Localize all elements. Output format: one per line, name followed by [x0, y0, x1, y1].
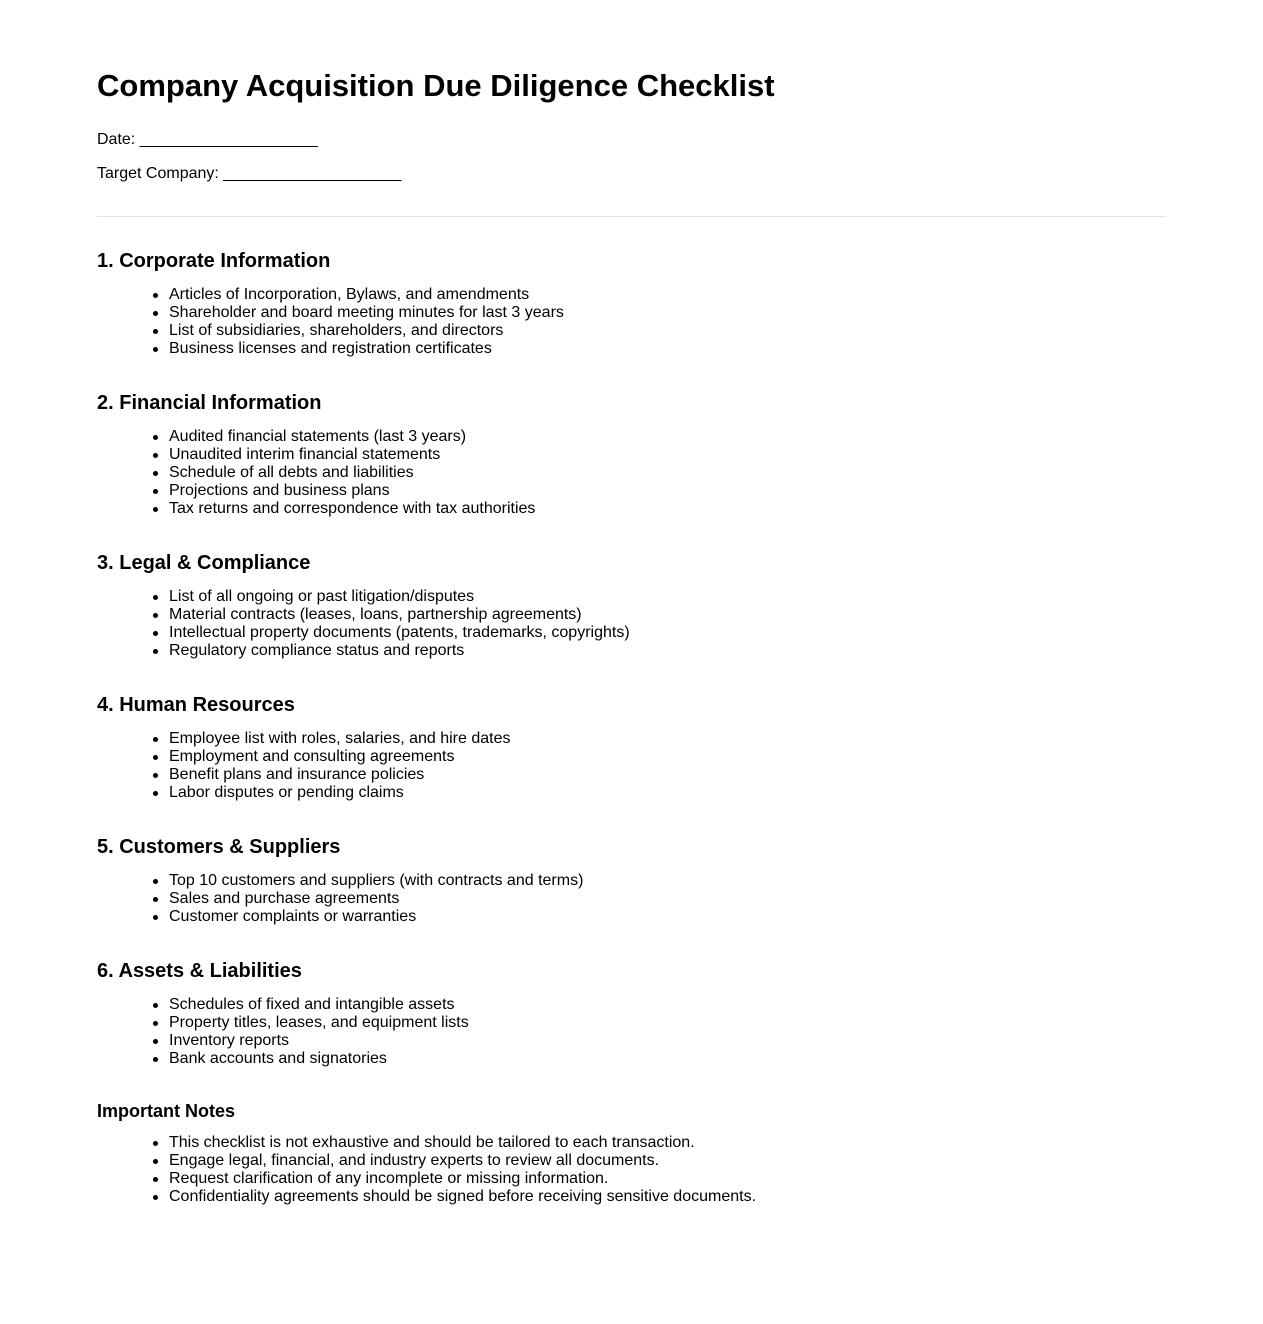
section-assets-liabilities	[97, 959, 1166, 1068]
list-item: Articles of Incorporation, Bylaws, and amendments	[169, 286, 1166, 304]
list-item: Employment and consulting agreements	[169, 748, 1166, 766]
section-list	[97, 872, 1166, 926]
section-corporate-information	[97, 249, 1166, 358]
divider	[97, 216, 1166, 217]
list-item: Benefit plans and insurance policies	[169, 766, 1166, 784]
list-item: Employee list with roles, salaries, and hire dates	[169, 730, 1166, 748]
section-list	[97, 730, 1166, 802]
section-list	[97, 996, 1166, 1068]
list-item: Labor disputes or pending claims	[169, 784, 1166, 802]
section-list	[97, 286, 1166, 358]
section-heading: 1. Corporate Information	[97, 250, 331, 272]
list-item: Confidentiality agreements should be signed before receiving sensitive documents.	[169, 1188, 1166, 1206]
list-item: Material contracts (leases, loans, partnership agreements)	[169, 606, 1166, 624]
list-item: Top 10 customers and suppliers (with contracts and terms)	[169, 872, 1166, 890]
section-list	[97, 588, 1166, 660]
list-item: Bank accounts and signatories	[169, 1050, 1166, 1068]
section-list	[97, 428, 1166, 518]
notes-heading: Important Notes	[97, 1101, 236, 1121]
list-item: Request clarification of any incomplete or missing information.	[169, 1170, 1166, 1188]
list-item: Unaudited interim financial statements	[169, 446, 1166, 464]
section-heading: 2. Financial Information	[97, 392, 322, 414]
list-item: Shareholder and board meeting minutes for last 3 years	[169, 304, 1166, 322]
section-customers-suppliers	[97, 835, 1166, 926]
section-heading: 5. Customers & Suppliers	[97, 836, 341, 858]
list-item: Inventory reports	[169, 1032, 1166, 1050]
list-item: Schedules of fixed and intangible assets	[169, 996, 1166, 1014]
important-notes	[97, 1100, 1166, 1206]
list-item: List of subsidiaries, shareholders, and directors	[169, 322, 1166, 340]
notes-list	[97, 1134, 1166, 1206]
list-item: This checklist is not exhaustive and should be tailored to each transaction.	[169, 1134, 1166, 1152]
list-item: Schedule of all debts and liabilities	[169, 464, 1166, 482]
section-human-resources	[97, 693, 1166, 802]
list-item: Business licenses and registration certificates	[169, 340, 1166, 358]
page-title: Company Acquisition Due Diligence Checklist	[97, 68, 775, 103]
list-item: List of all ongoing or past litigation/disputes	[169, 588, 1166, 606]
section-heading: 6. Assets & Liabilities	[97, 960, 302, 982]
list-item: Audited financial statements (last 3 years)	[169, 428, 1166, 446]
list-item: Intellectual property documents (patents, trademarks, copyrights)	[169, 624, 1166, 642]
section-legal-compliance	[97, 551, 1166, 660]
section-heading: 4. Human Resources	[97, 694, 295, 716]
list-item: Engage legal, financial, and industry experts to review all documents.	[169, 1152, 1166, 1170]
list-item: Customer complaints or warranties	[169, 908, 1166, 926]
list-item: Regulatory compliance status and reports	[169, 642, 1166, 660]
section-heading: 3. Legal & Compliance	[97, 552, 311, 574]
list-item: Property titles, leases, and equipment lists	[169, 1014, 1166, 1032]
target-company-field: Target Company: ____________________	[97, 165, 402, 182]
list-item: Projections and business plans	[169, 482, 1166, 500]
date-field: Date: ____________________	[97, 131, 318, 148]
list-item: Tax returns and correspondence with tax authorities	[169, 500, 1166, 518]
list-item: Sales and purchase agreements	[169, 890, 1166, 908]
section-financial-information	[97, 391, 1166, 518]
